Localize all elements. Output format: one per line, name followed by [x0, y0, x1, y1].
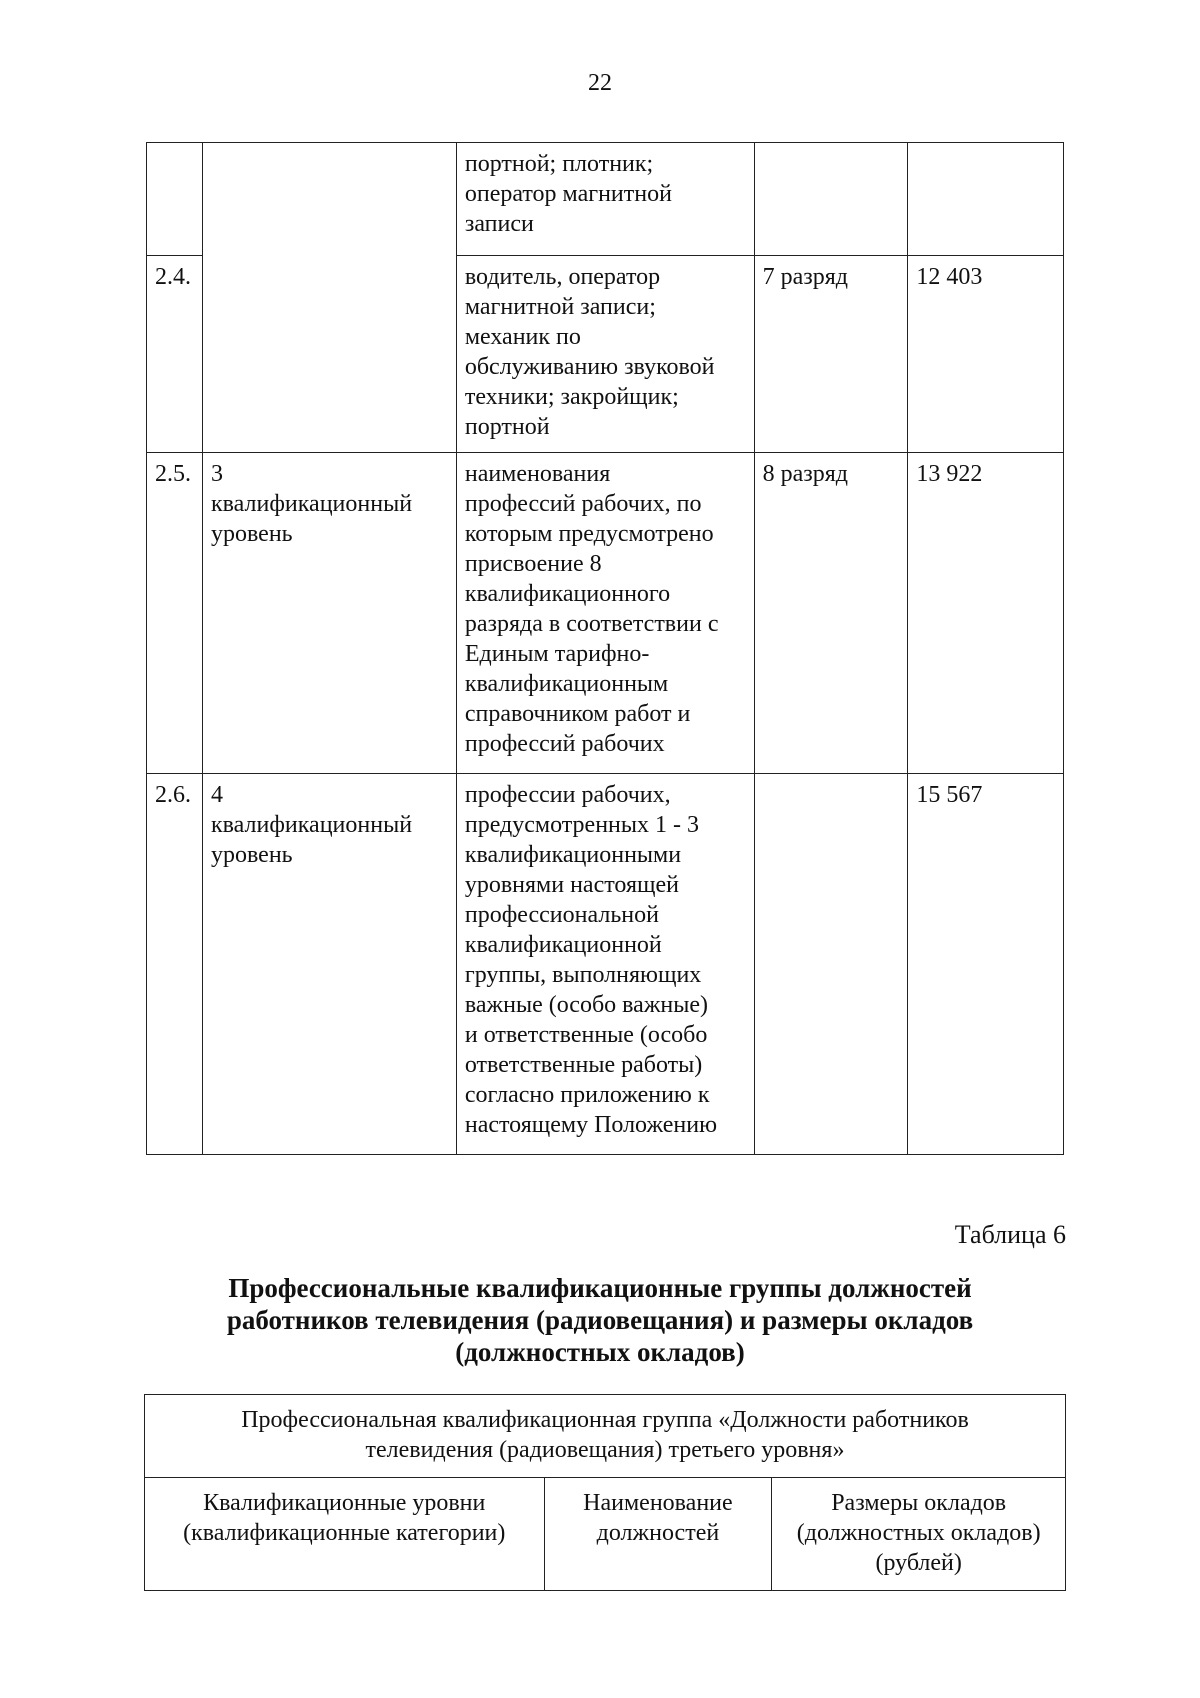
- salary-cell: [908, 143, 1064, 256]
- row-number-cell: 2.5.: [147, 453, 203, 774]
- professions-cell: водитель, оператор магнитной записи; механик по обслуживанию звуковой техники; закройщик; портной: [456, 256, 754, 453]
- column-header-positions: Наименование должностей: [544, 1478, 772, 1591]
- page-number: 22: [588, 70, 612, 96]
- table-row: [147, 774, 1064, 1155]
- table-row: [147, 453, 1064, 774]
- table-title: Профессиональные квалификационные группы должностей работников телевидения (радиовещания) и размеры окладов (должностных окладов): [226, 1273, 974, 1367]
- grade-cell: [754, 774, 908, 1155]
- table-6: [144, 1394, 1066, 1591]
- row-number-cell: [147, 143, 203, 256]
- row-number-cell: 2.6.: [147, 774, 203, 1155]
- continued-qualification-table: [146, 142, 1064, 1155]
- table-row: [147, 143, 1064, 256]
- professions-cell: профессии рабочих, предусмотренных 1 - 3 квалификационными уровнями настоящей профессиональной квалификационной группы, выполняющих важные (особо важные) и ответственные (особо ответственные работы) согласно приложению к настоящему Положению: [456, 774, 754, 1155]
- qualification-level-cell: 3 квалификационный уровень: [202, 453, 456, 774]
- table-row: [145, 1395, 1066, 1478]
- qualification-level-cell: [202, 143, 456, 453]
- salary-cell: 13 922: [908, 453, 1064, 774]
- grade-cell: [754, 143, 908, 256]
- grade-cell: 8 разряд: [754, 453, 908, 774]
- group-header-cell: Профессиональная квалификационная группа «Должности работников телевидения (радиовещания) третьего уровня»: [145, 1395, 1066, 1478]
- column-header-levels: Квалификационные уровни (квалификационные категории): [145, 1478, 545, 1591]
- professions-cell: наименования профессий рабочих, по которым предусмотрено присвоение 8 квалификационного разряда в соответствии с Единым тарифно- квалификационным справочником работ и профессий рабочих: [456, 453, 754, 774]
- grade-cell: 7 разряд: [754, 256, 908, 453]
- salary-cell: 15 567: [908, 774, 1064, 1155]
- table-header-row: [145, 1478, 1066, 1591]
- table-caption: Таблица 6: [954, 1220, 1066, 1249]
- professions-cell: портной; плотник; оператор магнитной записи: [456, 143, 754, 256]
- qualification-level-cell: 4 квалификационный уровень: [202, 774, 456, 1155]
- column-header-salaries: Размеры окладов (должностных окладов) (рублей): [772, 1478, 1066, 1591]
- row-number-cell: 2.4.: [147, 256, 203, 453]
- salary-cell: 12 403: [908, 256, 1064, 453]
